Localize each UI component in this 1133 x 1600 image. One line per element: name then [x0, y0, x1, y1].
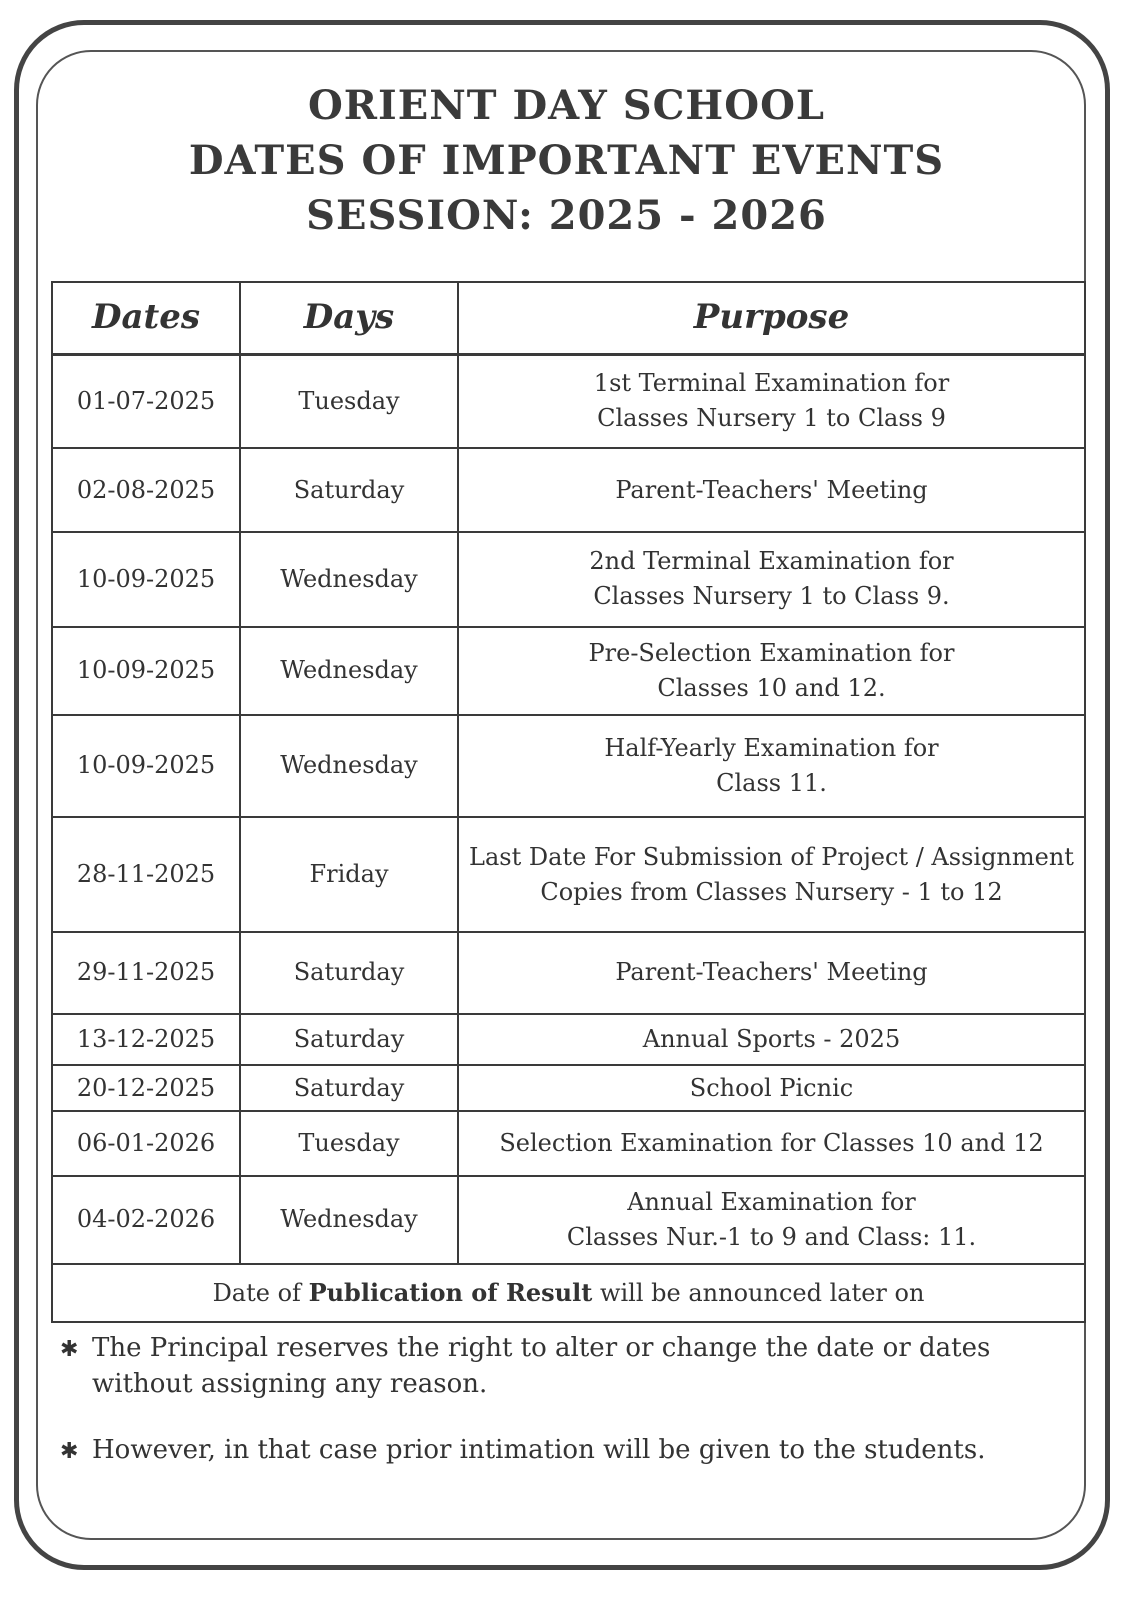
- event-day: Wednesday: [240, 1176, 458, 1264]
- event-date: 10-09-2025: [52, 532, 240, 626]
- event-day: Saturday: [240, 932, 458, 1014]
- event-day: Tuesday: [240, 1111, 458, 1176]
- column-header-dates: Dates: [52, 282, 240, 354]
- result-note-after: will be announced later on: [592, 1279, 925, 1307]
- event-purpose: [458, 448, 1085, 532]
- event-date: 28-11-2025: [52, 817, 240, 932]
- event-day: Wednesday: [240, 715, 458, 817]
- event-purpose: [458, 1065, 1085, 1111]
- purpose-line: Copies from Classes Nursery - 1 to 12: [540, 877, 1003, 906]
- notes: [60, 1330, 1050, 1500]
- purpose-line: Classes Nursery 1 to Class 9.: [593, 582, 950, 611]
- footer-row: [52, 1264, 1085, 1322]
- purpose-line: 1st Terminal Examination for: [593, 369, 950, 398]
- purpose-line: Parent-Teachers' Meeting: [615, 475, 928, 504]
- event-day: Wednesday: [240, 627, 458, 715]
- table-row: [52, 932, 1085, 1014]
- event-day: Saturday: [240, 448, 458, 532]
- purpose-line: Last Date For Submission of Project / Assignment: [469, 842, 1074, 871]
- event-date: 10-09-2025: [52, 627, 240, 715]
- events-table: [51, 281, 1086, 1323]
- purpose-line: Selection Examination for Classes 10 and 12: [499, 1129, 1044, 1157]
- table-row: [52, 1176, 1085, 1264]
- asterisk-icon: ✱: [60, 1337, 79, 1362]
- document-title: DATES OF IMPORTANT EVENTS: [188, 137, 945, 184]
- event-date: 06-01-2026: [52, 1111, 240, 1176]
- result-note-bold: Publication of Result: [308, 1278, 593, 1307]
- event-purpose: [458, 1176, 1085, 1264]
- event-date: 01-07-2025: [52, 354, 240, 448]
- note-item: [60, 1330, 1050, 1402]
- event-day: Saturday: [240, 1065, 458, 1111]
- session-title: SESSION: 2025 - 2026: [306, 192, 827, 239]
- event-date: 10-09-2025: [52, 715, 240, 817]
- note-text: The Principal reserves the right to alter or change the date or dates without assigning any reason.: [92, 1333, 991, 1399]
- note-item: [60, 1432, 1050, 1470]
- event-day: Wednesday: [240, 532, 458, 626]
- event-day: Friday: [240, 817, 458, 932]
- event-purpose: [458, 627, 1085, 715]
- event-purpose: [458, 532, 1085, 626]
- event-day: Saturday: [240, 1014, 458, 1065]
- event-purpose: [458, 715, 1085, 817]
- event-purpose: [458, 1014, 1085, 1065]
- event-day: Tuesday: [240, 354, 458, 448]
- purpose-line: Pre-Selection Examination for: [588, 638, 955, 667]
- event-date: 13-12-2025: [52, 1014, 240, 1065]
- event-date: 02-08-2025: [52, 448, 240, 532]
- asterisk-icon: ✱: [60, 1439, 79, 1464]
- table-row: [52, 1065, 1085, 1111]
- table-row: [52, 532, 1085, 626]
- purpose-line: Classes 10 and 12.: [657, 673, 886, 702]
- purpose-line: Annual Sports - 2025: [642, 1025, 901, 1053]
- event-purpose: [458, 932, 1085, 1014]
- purpose-line: Parent-Teachers' Meeting: [615, 958, 928, 987]
- result-note-before: Date of: [212, 1279, 309, 1307]
- school-name: ORIENT DAY SCHOOL: [307, 82, 826, 129]
- note-text: However, in that case prior intimation will be given to the students.: [92, 1435, 986, 1465]
- table-row: [52, 715, 1085, 817]
- purpose-line: Classes Nur.-1 to 9 and Class: 11.: [566, 1222, 977, 1251]
- table-row: [52, 817, 1085, 932]
- event-date: 04-02-2026: [52, 1176, 240, 1264]
- column-header-purpose: Purpose: [458, 282, 1085, 354]
- table-row: [52, 1014, 1085, 1065]
- table-row: [52, 627, 1085, 715]
- event-date: 20-12-2025: [52, 1065, 240, 1111]
- table-row: [52, 448, 1085, 532]
- event-purpose: [458, 354, 1085, 448]
- purpose-line: Classes Nursery 1 to Class 9: [597, 404, 946, 433]
- event-purpose: [458, 1111, 1085, 1176]
- purpose-line: 2nd Terminal Examination for: [589, 547, 954, 576]
- purpose-line: Annual Examination for: [627, 1187, 916, 1216]
- event-purpose: [458, 817, 1085, 932]
- purpose-line: School Picnic: [689, 1073, 854, 1102]
- result-publication-note: [52, 1264, 1085, 1322]
- purpose-line: Class 11.: [716, 768, 827, 797]
- column-header-days: Days: [240, 282, 458, 354]
- table-row: [52, 354, 1085, 448]
- event-date: 29-11-2025: [52, 932, 240, 1014]
- table-header-row: [52, 282, 1085, 354]
- purpose-line: Half-Yearly Examination for: [604, 733, 939, 762]
- table-row: [52, 1111, 1085, 1176]
